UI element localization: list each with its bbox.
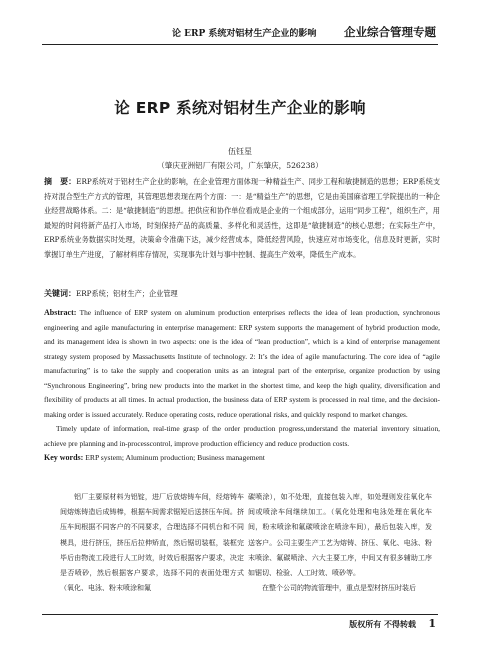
author-name: 伍钰星 <box>228 147 252 156</box>
abstract-cn-text: ERP系统对于铝材生产企业的影响，在企业管理方面体现一种精益生产、同步工程和敏捷制造的思想；ERP系统支持对混合型生产方式的管理，其管理思想表现在两个方面：一：是“精益生产”的思想，它是由美国麻省理工学院提出的一种企业经营战略体系。二：是“敏捷制造”的思想。把供应和协作单位看成是企业的一个组成部分，运用“同步工程”，组织生产，用最短的时间将新产品打入市场，时刻保持产品的高质量、多样化和灵活性，这即是“敏捷制造”的核心思想；在实际生产中，ERP系统业务数据实时处理，决策命令准确下达，减少经营成本，降低经营风险，快速应对市场变化，信息及时更新，实时掌握订单生产进度，了解材料库存情况，实现事先计划与事中控制、提高生产效率，降低生产成本。 <box>44 177 441 259</box>
keywords-cn-text: ERP系统；铝材生产；企业管理 <box>76 289 178 298</box>
abstract-english <box>44 306 440 451</box>
abstract-en-label: Abstract: <box>44 308 77 317</box>
body-column-right <box>248 490 432 596</box>
abstract-chinese <box>44 175 440 263</box>
abstract-en-text: The influence of ERP system on aluminum production enterprises reflects the idea of lean production, synchronous engineering and agile manufacturing in enterprise management: ERP system supports the management of hybrid production mode, and its management idea is shown in two aspects: one is the idea of “lean production”, which is a kind of enterprise management strategy system proposed by Massachusetts Institute of technology. 2: It’s the idea of agile manufacturing. The core idea of “agile manufacturing” is to take the supply and cooperation units as an integral part of the enterprise, organize production by using “Synchronous Engineering”, bring new products into the market in the shortest time, and keep the high quality, diversification and flexibility of products at all times. In actual production, the business data of ERP system is processed in real time, and the decision-making order is issued accurately. Reduce operating costs, reduce operational risks, and quickly respond to market changes. <box>44 308 440 419</box>
keywords-en-label: Key words: <box>44 453 84 462</box>
abstract-cn-label: 摘 要： <box>44 177 77 186</box>
keywords-cn-label: 关键词： <box>44 289 76 298</box>
author-affiliation: （肇庆亚洲铝厂有限公司，广东肇庆，526238） <box>157 161 323 170</box>
page-number: 1 <box>428 617 436 630</box>
keywords-english <box>44 453 440 462</box>
keywords-en-text: ERP system; Aluminum production; Business management <box>85 453 265 462</box>
abstract-en-text-2: Timely update of information, real-time grasp of the order production progress,understand the material inventory situation, achieve pre planning and in-processcontrol, improve production efficiency and reduce production costs. <box>44 424 440 448</box>
running-header <box>42 22 438 45</box>
article-title: 论 ERP 系统对铝材生产企业的影响 <box>114 99 366 117</box>
body-paragraph: 铝厂主要原材料为铝锭，进厂后放熔铸车间，经熔铸车间熔炼铸造后成铸棒，根据车间需求锯短后送挤压车间。挤压车间根据不同客户的不同要求，合理选择不同机台和不同模具，进行挤压，挤压后拉伸矫直，然后锯切装框，装框完毕后由物流工段进行人工时效，时效后根据客户要求，决定是否喷砂，然后根据客户要求，选择不同的表面处理方式（氧化、电泳、粉末喷涂和氟 <box>60 493 244 593</box>
body-column-left <box>60 490 244 596</box>
body-paragraph: 在整个公司的物流管理中，重点是型材挤压时装后 <box>262 584 416 593</box>
keywords-chinese <box>44 288 440 300</box>
page-footer <box>42 614 438 635</box>
copyright-notice: 版权所有 不得转载 <box>349 619 416 629</box>
body-paragraph: 碳喷涂），如不处理，直接包装入库，如处理则发往氧化车间或喷涂车间继续加工。（氧化处理和电泳处理在氧化车间，粉末喷涂和氟碳喷涂在喷涂车间），最后包装入库，发送客户。公司主要生产工艺为熔铸、挤压、氧化、电泳、粉末喷涂、氟碳喷涂、六大主要工序，中间又有很多辅助工序如锯切、检验、人工时效、喷砂等。 <box>248 493 432 578</box>
running-title: 论 ERP 系统对铝材生产企业的影响 <box>172 29 317 39</box>
section-title: 企业综合管理专题 <box>344 25 436 39</box>
